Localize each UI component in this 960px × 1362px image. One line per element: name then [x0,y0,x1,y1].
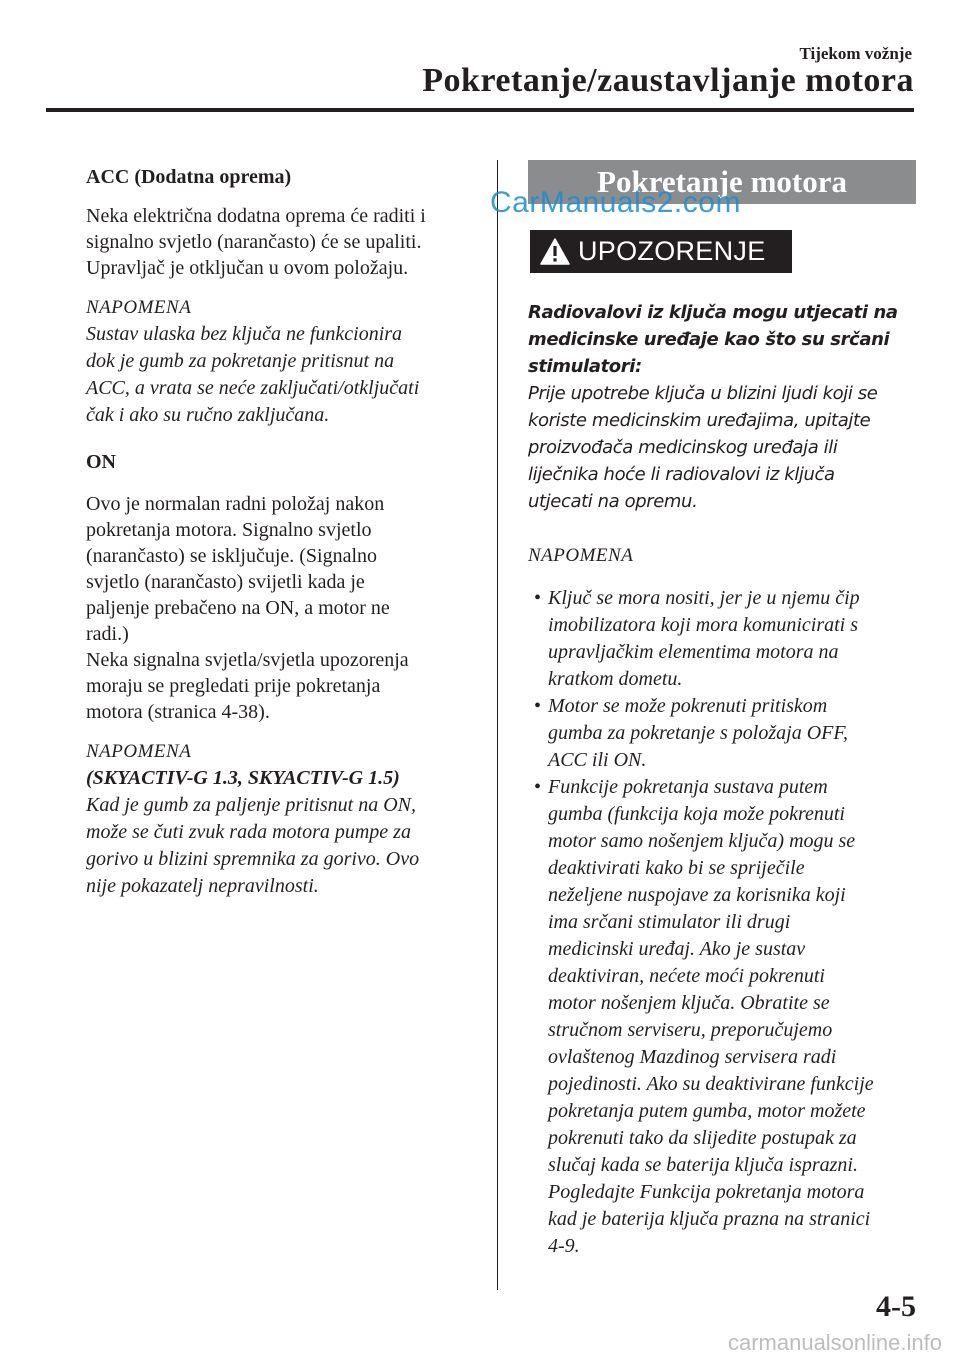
left-column [86,160,481,900]
list-line: gumba (funkcija koja može pokrenuti [548,803,845,825]
note-line: čak i ako su ručno zaključana. [86,404,330,426]
list-line: 4-9. [548,1235,580,1257]
footer-watermark: carmanualsonline.info [727,1330,942,1355]
note-line: ACC, a vrata se neće zaključati/otključati [86,377,420,399]
text-line: signalno svjetlo (narančasto) će se upaliti. [86,231,422,253]
list-line: motor samo nošenjem ključa) mogu se [548,830,856,852]
list-line: stručnom serviseru, preporučujemo [548,1019,833,1041]
on-heading: ON [86,451,116,473]
list-line: pojedinosti. Ako su deaktivirane funkcije [548,1073,874,1095]
note-line: nije pokazatelj nepravilnosti. [86,875,319,897]
note-label: NAPOMENA [528,545,634,566]
list-line: ima srčani stimulator ili drugi [548,911,791,933]
text-line: pokretanja motora. Signalno svjetlo [86,519,372,541]
warning-bold-line: medicinske uređaje kao što su srčani [528,329,890,350]
note-label: NAPOMENA [86,741,192,762]
note-label: NAPOMENA [86,297,192,318]
warning-bold-line: stimulatori: [528,356,642,377]
text-line: Upravljač je otključan u ovom položaju. [86,257,409,279]
list-line: pokretanja putem gumba, motor možete [548,1100,866,1122]
warning-line: proizvođača medicinskog uređaja ili [528,437,838,458]
note-line: dok je gumb za pokretanje pritisnut na [86,350,395,372]
note-line: Sustav ulaska bez ključa ne funkcionira [86,323,403,345]
note-bullet-list [528,585,916,1260]
warning-line: utjecati na opremu. [528,491,698,512]
list-line: medicinski uređaj. Ako je sustav [548,938,806,960]
list-line: Motor se može pokrenuti pritiskom [548,695,828,717]
acc-paragraph [86,203,481,281]
warning-line: koriste medicinskim uređajima, upitajte [528,410,871,431]
list-item [528,774,916,1260]
text-line: Ovo je normalan radni položaj nakon [86,493,385,515]
list-line: upravljačkim elementima motora na [548,641,839,663]
text-line: (narančasto) se isključuje. (Signalno [86,545,378,567]
note-skyactiv [86,792,481,900]
list-line: kad je baterija ključa prazna na stranici [548,1208,871,1230]
on-paragraph [86,491,481,725]
header-rule [46,108,914,112]
list-item [528,693,916,774]
page-title: Pokretanje/zaustavljanje motora [422,62,914,99]
warning-text [528,299,916,515]
list-line: imobilizatora koji mora komunicirati s [548,614,858,636]
list-line: slučaj kada se baterija ključa isprazni. [548,1154,858,1176]
warning-bold-line: Radiovalovi iz ključa mogu utjecati na [528,302,898,323]
list-line: Ključ se mora nositi, jer je u njemu čip [548,587,860,609]
note-line: gorivo u blizini spremnika za gorivo. Ovo [86,848,420,870]
note-line: može se čuti zvuk rada motora pumpe za [86,821,411,843]
list-line: deaktiviran, nećete moći pokrenuti [548,965,825,987]
text-line: moraju se pregledati prije pokretanja [86,675,381,697]
text-line: Neka električna dodatna oprema će raditi i [86,205,426,227]
bullet-dot: • [534,695,542,717]
warning-line: Prije upotrebe ključa u blizini ljudi koji se [528,383,878,404]
text-line: paljenje prebačeno na ON, a motor ne [86,597,390,619]
text-line: motora (stranica 4-38). [86,701,270,723]
list-line: gumba za pokretanje s položaja OFF, [548,722,848,744]
text-line: radi.) [86,623,129,645]
bullet-dot: • [534,776,542,798]
list-line: neželjene nuspojave za korisnika koji [548,884,846,906]
note-subheading: (SKYACTIV-G 1.3, SKYACTIV-G 1.5) [86,767,400,789]
watermark: CarManuals2.com [490,186,741,219]
list-line: pokrenuti tako da slijedite postupak za [548,1127,857,1149]
list-line: Funkcije pokretanja sustava putem [548,776,828,798]
column-divider [497,160,498,1290]
right-column [528,160,916,1260]
warning-triangle-icon [540,238,570,265]
page-number: 4-5 [876,1290,916,1323]
warning-banner [530,230,792,273]
list-item [528,585,916,693]
list-line: ACC ili ON. [548,749,647,771]
header-section-label: Tijekom vožnje [799,44,912,63]
text-line: svjetlo (narančasto) svijetli kada je [86,571,365,593]
note-acc [86,321,481,429]
list-line: deaktivirati kako bi se spriječile [548,857,805,879]
section-title: Pokretanje motora [528,160,916,204]
note-line: Kad je gumb za paljenje pritisnut na ON, [86,794,416,816]
warning-label: UPOZORENJE [578,236,766,266]
list-line: Pogledajte Funkcija pokretanja motora [548,1181,865,1203]
list-line: ovlaštenog Mazdinog servisera radi [548,1046,837,1068]
acc-heading: ACC (Dodatna oprema) [86,166,292,188]
list-line: kratkom dometu. [548,668,683,690]
text-line: Neka signalna svjetla/svjetla upozorenja [86,649,409,671]
list-line: motor nošenjem ključa. Obratite se [548,992,830,1014]
warning-line: liječnika hoće li radiovalovi iz ključa [528,464,835,485]
bullet-dot: • [534,587,542,609]
